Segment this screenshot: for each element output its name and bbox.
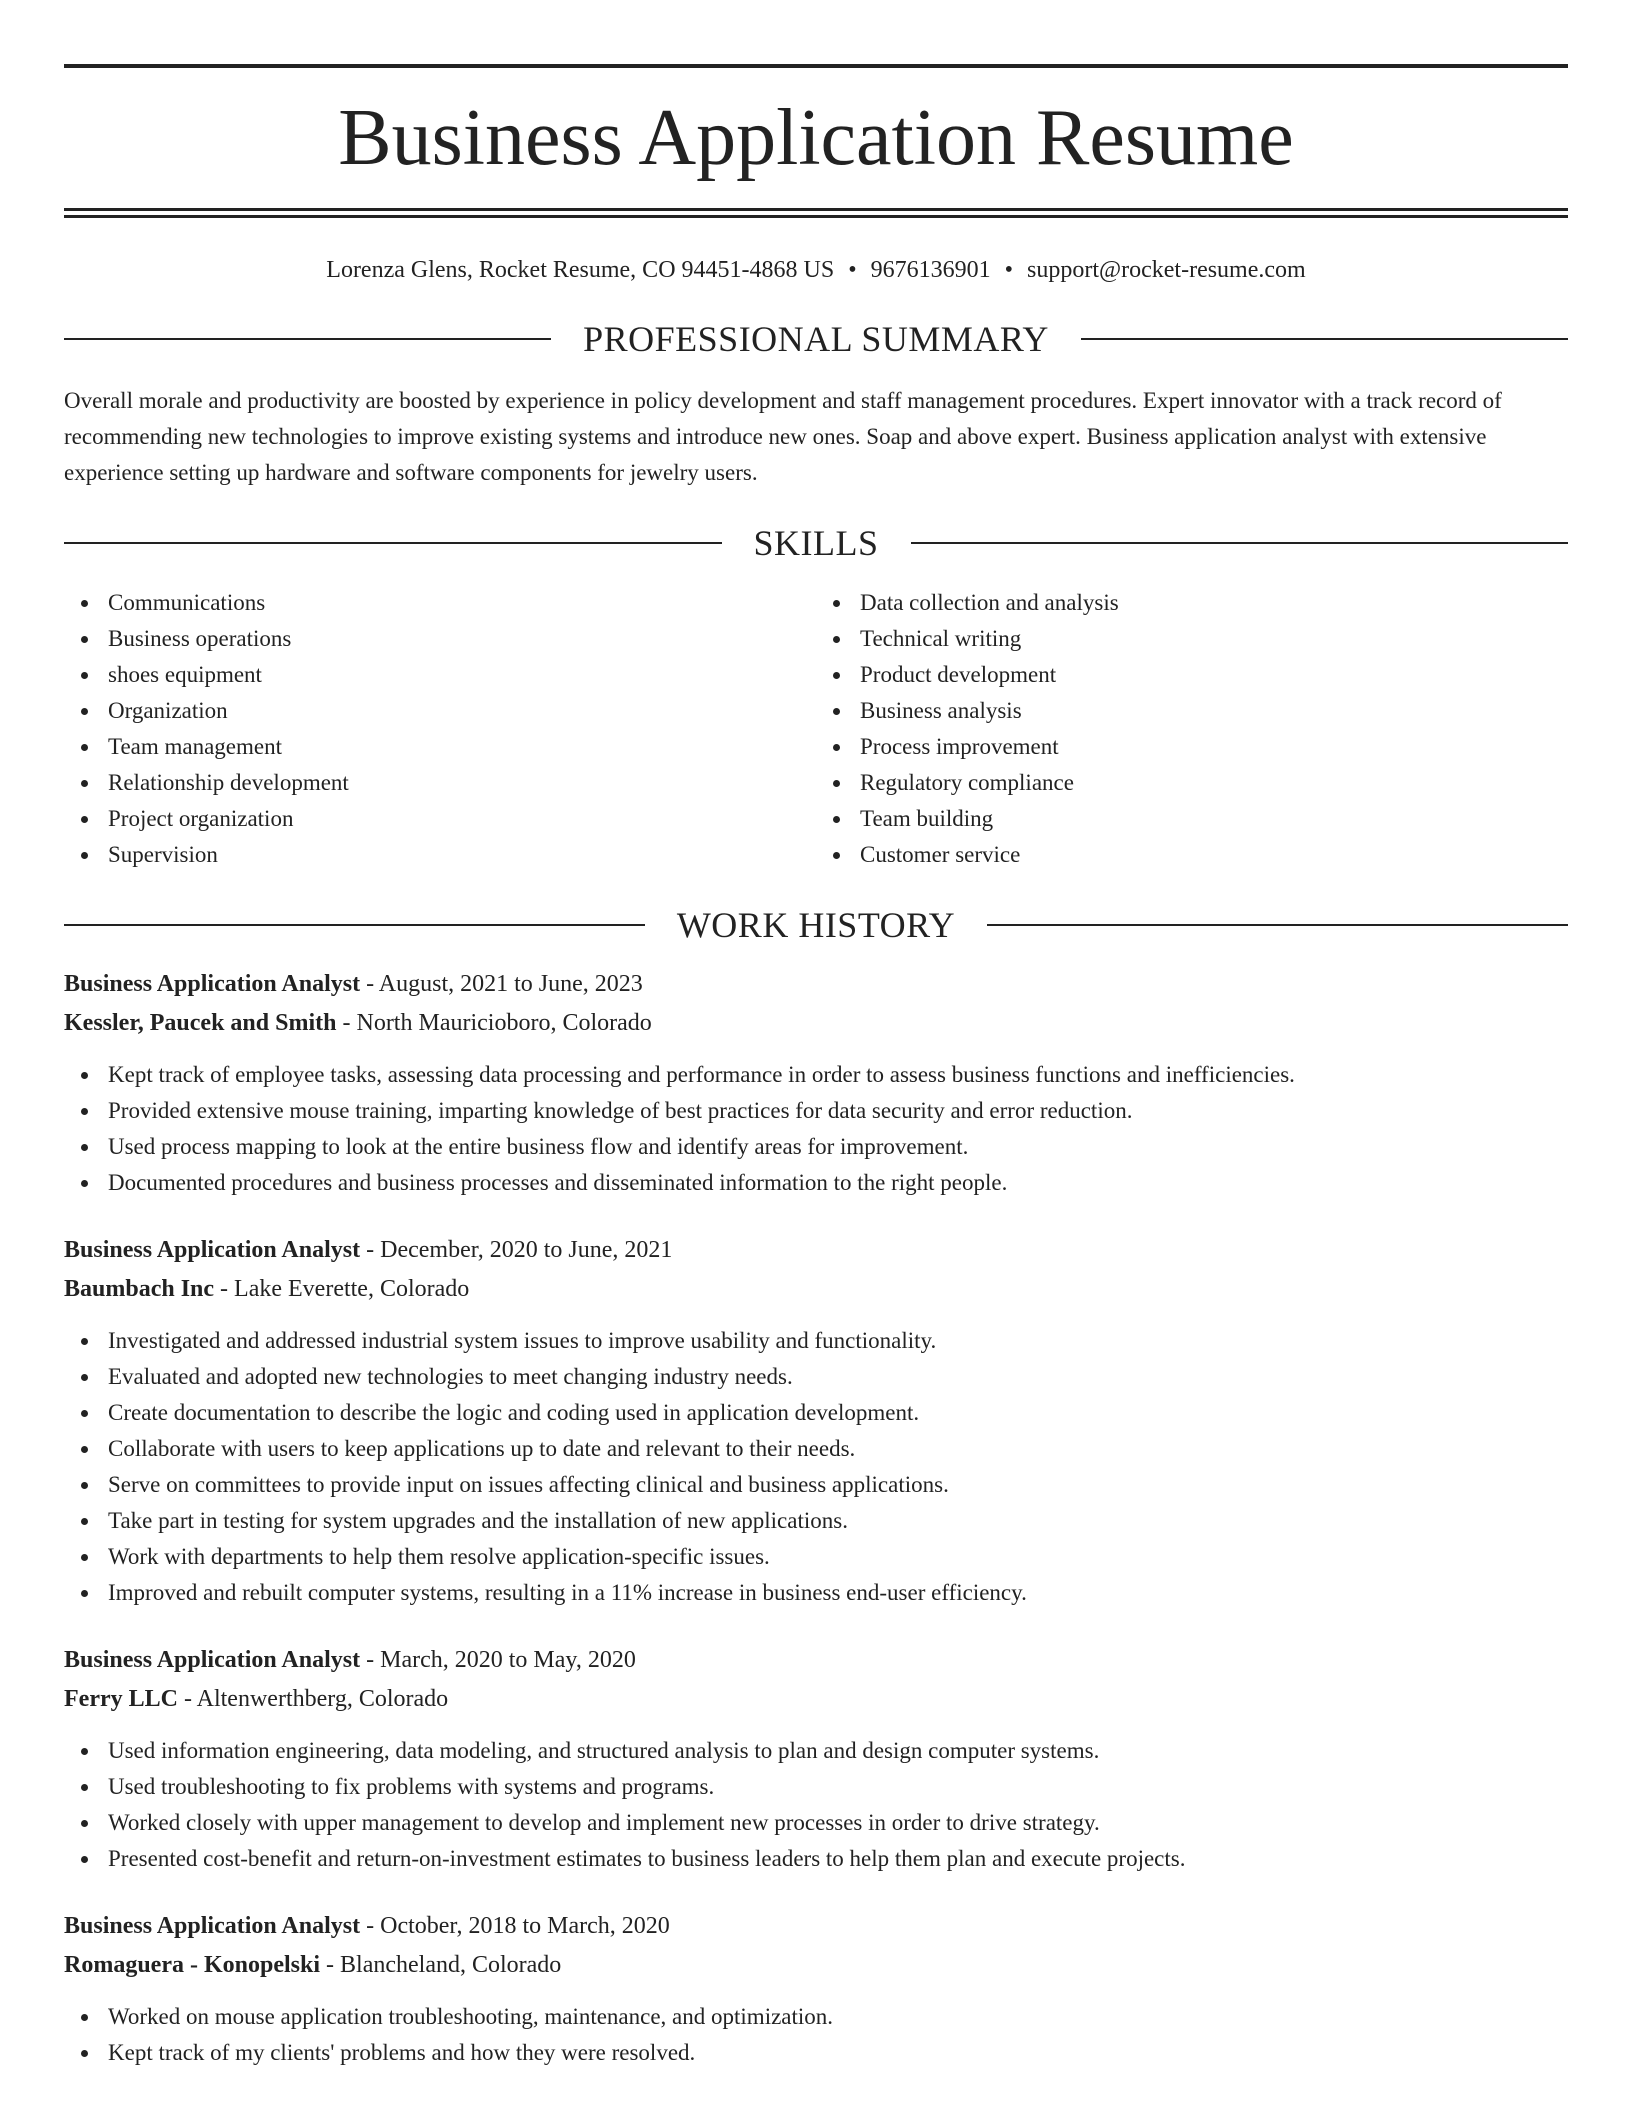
skill-item: Business operations — [108, 621, 816, 657]
job-bullet: Used troubleshooting to fix problems with systems and programs. — [108, 1769, 1568, 1805]
job-location: Altenwerthberg, Colorado — [196, 1686, 449, 1712]
contact-email: support@rocket-resume.com — [1027, 257, 1306, 283]
job-bullet: Take part in testing for system upgrades and the installation of new applications. — [108, 1503, 1568, 1539]
job-bullets — [64, 1323, 1568, 1611]
job-company-line — [64, 1946, 1568, 1985]
dash-separator: - — [177, 1686, 197, 1712]
heading-rule-right — [987, 924, 1568, 926]
dash-separator: - — [360, 1647, 381, 1673]
summary-heading-label: PROFESSIONAL SUMMARY — [583, 319, 1049, 359]
skills-column-right — [816, 585, 1568, 873]
skill-item: Communications — [108, 585, 816, 621]
resume-page — [64, 0, 1568, 2101]
contact-separator: • — [1004, 257, 1014, 283]
job-title: Business Application Analyst — [64, 1647, 361, 1673]
work-section-heading — [64, 903, 1568, 947]
job-title: Business Application Analyst — [64, 1237, 361, 1263]
heading-rule-right — [911, 542, 1569, 544]
contact-address: Lorenza Glens, Rocket Resume, CO 94451-4868 US — [326, 257, 835, 283]
job-title: Business Application Analyst — [64, 971, 361, 997]
job-company-line — [64, 1004, 1568, 1043]
skill-item: shoes equipment — [108, 657, 816, 693]
job-company: Ferry LLC — [64, 1686, 178, 1712]
skill-item: Relationship development — [108, 765, 816, 801]
dash-separator: - — [214, 1276, 235, 1302]
job-entry — [64, 1907, 1568, 2071]
skill-item: Team building — [860, 801, 1568, 837]
work-heading-label: WORK HISTORY — [676, 905, 956, 945]
skills-list — [64, 585, 1568, 873]
job-company-line — [64, 1270, 1568, 1309]
professional-summary-text: Overall morale and productivity are boosted by experience in policy development and staff management procedures. Expert innovator with a track record of recommending new technologies to improve existing systems and introduce new ones. Soap and above expert. Business application analyst with extensive experience setting up hardware and software components for jewelry users. — [64, 388, 1502, 485]
job-bullet: Work with departments to help them resolve application-specific issues. — [108, 1539, 1568, 1575]
job-bullet: Documented procedures and business processes and disseminated information to the right people. — [108, 1165, 1568, 1201]
job-title-line — [64, 1641, 1568, 1680]
job-bullet: Improved and rebuilt computer systems, resulting in a 11% increase in business end-user efficiency. — [108, 1575, 1568, 1611]
dash-separator: - — [360, 971, 379, 997]
job-bullet: Kept track of employee tasks, assessing data processing and performance in order to assess business functions and inefficiencies. — [108, 1057, 1568, 1093]
job-bullet: Worked closely with upper management to develop and implement new processes in order to drive strategy. — [108, 1805, 1568, 1841]
job-bullet: Investigated and addressed industrial system issues to improve usability and functionality. — [108, 1323, 1568, 1359]
job-bullet: Serve on committees to provide input on issues affecting clinical and business applications. — [108, 1467, 1568, 1503]
job-entry — [64, 1641, 1568, 1877]
job-bullet: Kept track of my clients' problems and how they were resolved. — [108, 2035, 1568, 2071]
job-bullet: Used information engineering, data modeling, and structured analysis to plan and design computer systems. — [108, 1733, 1568, 1769]
dash-separator: - — [320, 1952, 341, 1978]
job-bullet: Presented cost-benefit and return-on-investment estimates to business leaders to help them plan and execute projects. — [108, 1841, 1568, 1877]
dash-separator: - — [336, 1010, 357, 1036]
job-entry — [64, 965, 1568, 1201]
skills-column-left — [64, 585, 816, 873]
job-bullets — [64, 1733, 1568, 1877]
title-double-rule — [64, 208, 1568, 218]
skill-item: Data collection and analysis — [860, 585, 1568, 621]
job-dates: August, 2021 to June, 2023 — [378, 971, 643, 997]
job-dates: October, 2018 to March, 2020 — [380, 1913, 670, 1939]
job-bullet: Collaborate with users to keep applications up to date and relevant to their needs. — [108, 1431, 1568, 1467]
job-title: Business Application Analyst — [64, 1913, 361, 1939]
job-bullets — [64, 1999, 1568, 2071]
job-entry — [64, 1231, 1568, 1611]
job-dates: December, 2020 to June, 2021 — [380, 1237, 673, 1263]
job-bullet: Provided extensive mouse training, imparting knowledge of best practices for data security and error reduction. — [108, 1093, 1568, 1129]
skill-item: Supervision — [108, 837, 816, 873]
job-company: Kessler, Paucek and Smith — [64, 1010, 337, 1036]
heading-rule-left — [64, 542, 722, 544]
job-title-line — [64, 1231, 1568, 1270]
heading-rule-right — [1081, 338, 1568, 340]
page-title: Business Application Resume — [338, 94, 1294, 182]
heading-rule-left — [64, 924, 645, 926]
job-bullet: Used process mapping to look at the entire business flow and identify areas for improvement. — [108, 1129, 1568, 1165]
job-bullet: Create documentation to describe the logic and coding used in application development. — [108, 1395, 1568, 1431]
skill-item: Project organization — [108, 801, 816, 837]
skills-section-heading — [64, 521, 1568, 565]
skill-item: Technical writing — [860, 621, 1568, 657]
skill-item: Regulatory compliance — [860, 765, 1568, 801]
job-location: Blancheland, Colorado — [340, 1952, 562, 1978]
job-company-line — [64, 1680, 1568, 1719]
job-bullets — [64, 1057, 1568, 1201]
job-location: Lake Everette, Colorado — [234, 1276, 470, 1302]
skill-item: Organization — [108, 693, 816, 729]
skill-item: Customer service — [860, 837, 1568, 873]
skill-item: Product development — [860, 657, 1568, 693]
contact-line — [64, 255, 1568, 285]
heading-rule-left — [64, 338, 551, 340]
top-rule — [64, 64, 1568, 68]
job-company: Baumbach Inc — [64, 1276, 215, 1302]
job-title-line — [64, 1907, 1568, 1946]
dash-separator: - — [360, 1237, 381, 1263]
skill-item: Business analysis — [860, 693, 1568, 729]
dash-separator: - — [360, 1913, 381, 1939]
skill-item: Process improvement — [860, 729, 1568, 765]
work-history-list — [64, 965, 1568, 2071]
job-title-line — [64, 965, 1568, 1004]
skills-heading-label: SKILLS — [753, 523, 879, 563]
job-bullet: Worked on mouse application troubleshooting, maintenance, and optimization. — [108, 1999, 1568, 2035]
summary-section-heading — [64, 317, 1568, 361]
job-bullet: Evaluated and adopted new technologies to meet changing industry needs. — [108, 1359, 1568, 1395]
job-location: North Mauricioboro, Colorado — [356, 1010, 652, 1036]
job-company: Romaguera - Konopelski — [64, 1952, 321, 1978]
job-dates: March, 2020 to May, 2020 — [380, 1647, 636, 1673]
contact-phone: 9676136901 — [870, 257, 991, 283]
contact-separator: • — [848, 257, 857, 283]
skill-item: Team management — [108, 729, 816, 765]
